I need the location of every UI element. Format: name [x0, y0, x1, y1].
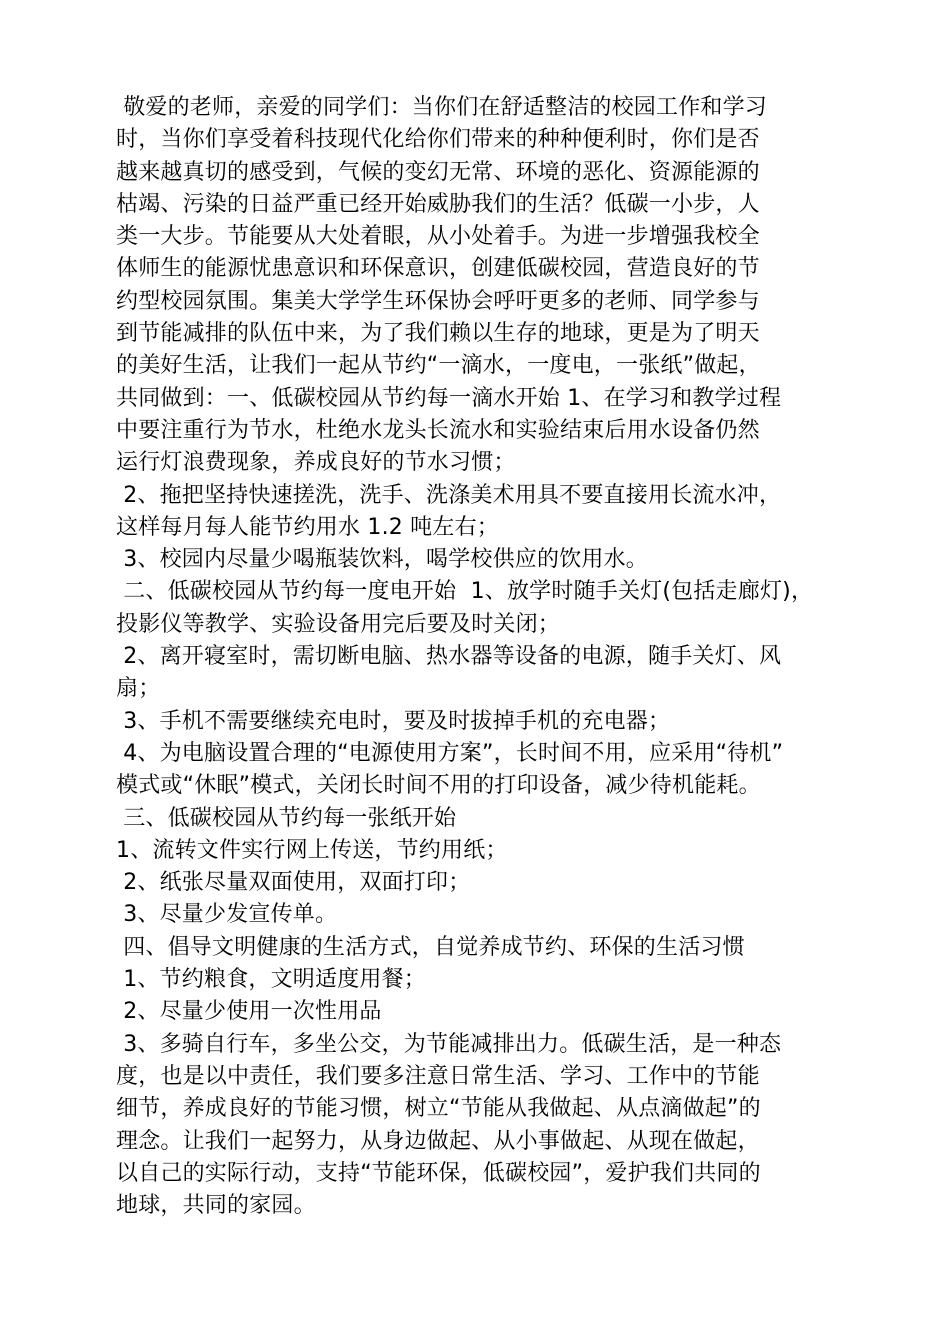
text-line: 到节能减排的队伍中来，为了我们赖以生存的地球，更是为了明天	[116, 321, 760, 347]
text-line: 枯竭、污染的日益严重已经开始威胁我们的生活？低碳一小步，人	[116, 191, 760, 217]
text-line: 以自己的实际行动，支持“节能环保，低碳校园”，爱护我们共同的	[116, 1160, 761, 1186]
text-line: 地球，共同的家园。	[116, 1193, 316, 1219]
text-line: 2、拖把坚持快速搓洗，洗手、洗涤美术用具不要直接用长流水冲，	[116, 482, 782, 508]
text-line: 四、倡导文明健康的生活方式，自觉养成节约、环保的生活习惯	[116, 934, 745, 960]
text-line: 三、低碳校园从节约每一张纸开始	[116, 805, 457, 831]
text-line: 类一大步。节能要从大处着眼，从小处着手。为进一步增强我校全	[116, 224, 760, 250]
text-line: 3、尽量少发宣传单。	[116, 902, 338, 928]
text-line: 二、低碳校园从节约每一度电开始 1、放学时随手关灯(包括走廊灯)，	[116, 579, 814, 605]
text-line: 3、手机不需要继续充电时，要及时拔掉手机的充电器；	[116, 708, 671, 734]
text-line: 约型校园氛围。集美大学学生环保协会呼吁更多的老师、同学参与	[116, 288, 760, 314]
text-line: 扇；	[116, 676, 161, 702]
body-text	[116, 92, 846, 1222]
text-line: 模式或“休眠”模式，关闭长时间不用的打印设备，减少待机能耗。	[116, 773, 761, 799]
text-line: 理念。让我们一起努力，从身边做起、从小事做起、从现在做起，	[116, 1128, 760, 1154]
text-line: 的美好生活，让我们一起从节约“一滴水，一度电，一张纸”做起，	[116, 353, 761, 379]
text-line: 4、为电脑设置合理的“电源使用方案”，长时间不用，应采用“待机”	[116, 740, 784, 766]
text-line: 中要注重行为节水，杜绝水龙头长流水和实验结束后用水设备仍然	[116, 417, 760, 443]
text-line: 度，也是以中责任，我们要多注意日常生活、学习、工作中的节能	[116, 1063, 760, 1089]
text-line: 投影仪等教学、实验设备用完后要及时关闭；	[116, 611, 561, 637]
text-line: 2、纸张尽量双面使用，双面打印；	[116, 870, 471, 896]
text-line: 运行灯浪费现象，养成良好的节水习惯；	[116, 450, 516, 476]
text-line: 体师生的能源忧患意识和环保意识，创建低碳校园，营造良好的节	[116, 256, 760, 282]
text-line: 3、多骑自行车，多坐公交，为节能减排出力。低碳生活，是一种态	[116, 1031, 782, 1057]
text-line: 1、节约粮食，文明适度用餐；	[116, 967, 426, 993]
text-line: 敬爱的老师，亲爱的同学们：当你们在舒适整洁的校园工作和学习	[116, 95, 767, 120]
text-line: 细节，养成良好的节能习惯，树立“节能从我做起、从点滴做起”的	[116, 1096, 761, 1122]
text-line: 2、离开寝室时，需切断电脑、热水器等设备的电源，随手关灯、风	[116, 644, 782, 670]
text-line: 1、流转文件实行网上传送，节约用纸；	[116, 837, 508, 863]
text-line: 这样每月每人能节约用水 1.2 吨左右；	[116, 514, 499, 540]
text-line: 3、校园内尽量少喝瓶装饮料，喝学校供应的饮用水。	[116, 547, 648, 573]
text-line: 共同做到：一、低碳校园从节约每一滴水开始 1、在学习和教学过程	[116, 385, 782, 411]
text-line: 越来越真切的感受到，气候的变幻无常、环境的恶化、资源能源的	[116, 159, 760, 185]
text-line: 2、尽量少使用一次性用品	[116, 999, 382, 1025]
text-line: 时，当你们享受着科技现代化给你们带来的种种便利时，你们是否	[116, 127, 760, 153]
